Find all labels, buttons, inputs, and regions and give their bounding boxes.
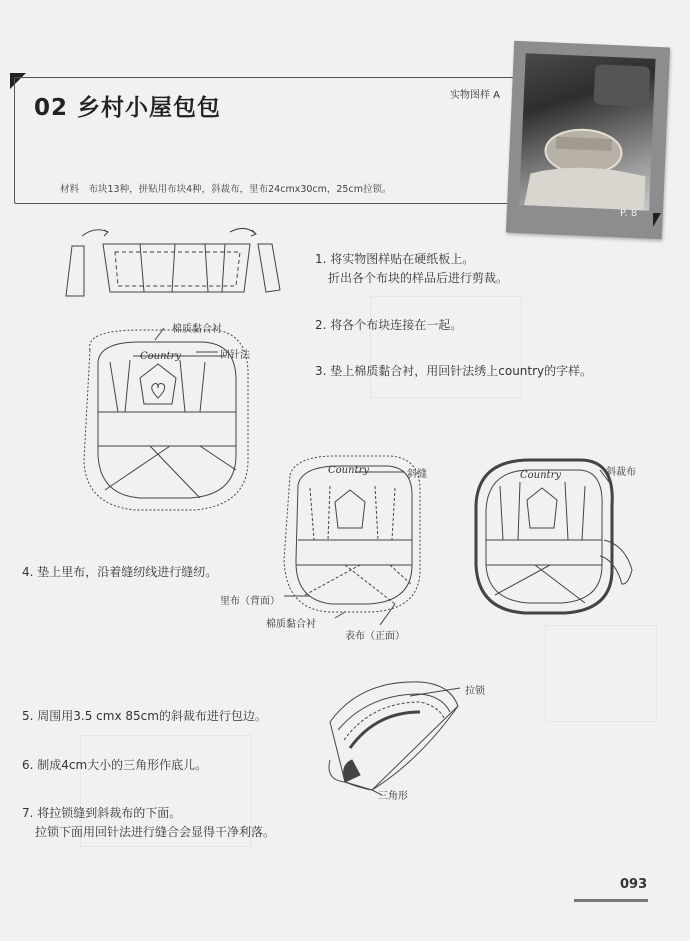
step-7 (22, 804, 275, 842)
step-3: 3. 垫上棉质黏合衬，用回针法绣上country的字样。 (315, 364, 593, 378)
label-embroidery-3: Country (520, 470, 562, 481)
step-1 (315, 250, 508, 288)
page-title: 02 乡村小屋包包 (34, 95, 222, 121)
step-6: 6. 制成4cm大小的三角形作底儿。 (22, 758, 208, 772)
label-backstitch: 回针法 (220, 350, 250, 361)
label-outer-front: 表布（正面） (345, 631, 405, 642)
pattern-label: 实物图样 A (450, 90, 501, 101)
step-5: 5. 周围用3.5 cmx 85cm的斜裁布进行包边。 (22, 709, 267, 723)
step-7-line-1: 7. 将拉锁缝到斜裁布的下面。 (22, 806, 182, 820)
page-number: 093 (620, 877, 648, 892)
template-pieces-diagram (66, 228, 280, 296)
label-embroidery-2: Country (328, 465, 370, 476)
page-reference: P. 8 (620, 208, 638, 219)
label-lining-back: 里布（背面） (220, 596, 280, 607)
label-slant-stitch: 斜缝 (407, 469, 427, 480)
zipper-bag-diagram (329, 682, 460, 795)
materials-text: 材料 布块13种，拼贴用布块4种，斜裁布，里布24cmx30cm，25cm拉锁。 (60, 184, 392, 195)
label-interfacing-2: 棉质黏合衬 (266, 619, 316, 630)
step-2: 2. 将各个布块连接在一起。 (315, 318, 463, 332)
label-bias-tape: 斜裁布 (606, 467, 636, 478)
step-4: 4. 垫上里布，沿着缝纫线进行缝纫。 (22, 565, 218, 579)
step-7-line-2: 拉锁下面用回针法进行缝合会显得干净利落。 (35, 825, 276, 839)
step-1-line-1: 1. 将实物图样贴在硬纸板上。 (315, 252, 475, 266)
page-number-rule (574, 899, 648, 902)
lining-diagram (284, 456, 420, 625)
label-embroidery: Country (140, 351, 182, 362)
step-1-line-2: 折出各个布块的样品后进行剪裁。 (328, 271, 509, 285)
label-zipper: 拉锁 (465, 686, 485, 697)
label-triangle: 三角形 (378, 791, 408, 802)
bias-tape-diagram (476, 460, 632, 613)
label-interfacing: 棉质黏合衬 (172, 324, 222, 335)
